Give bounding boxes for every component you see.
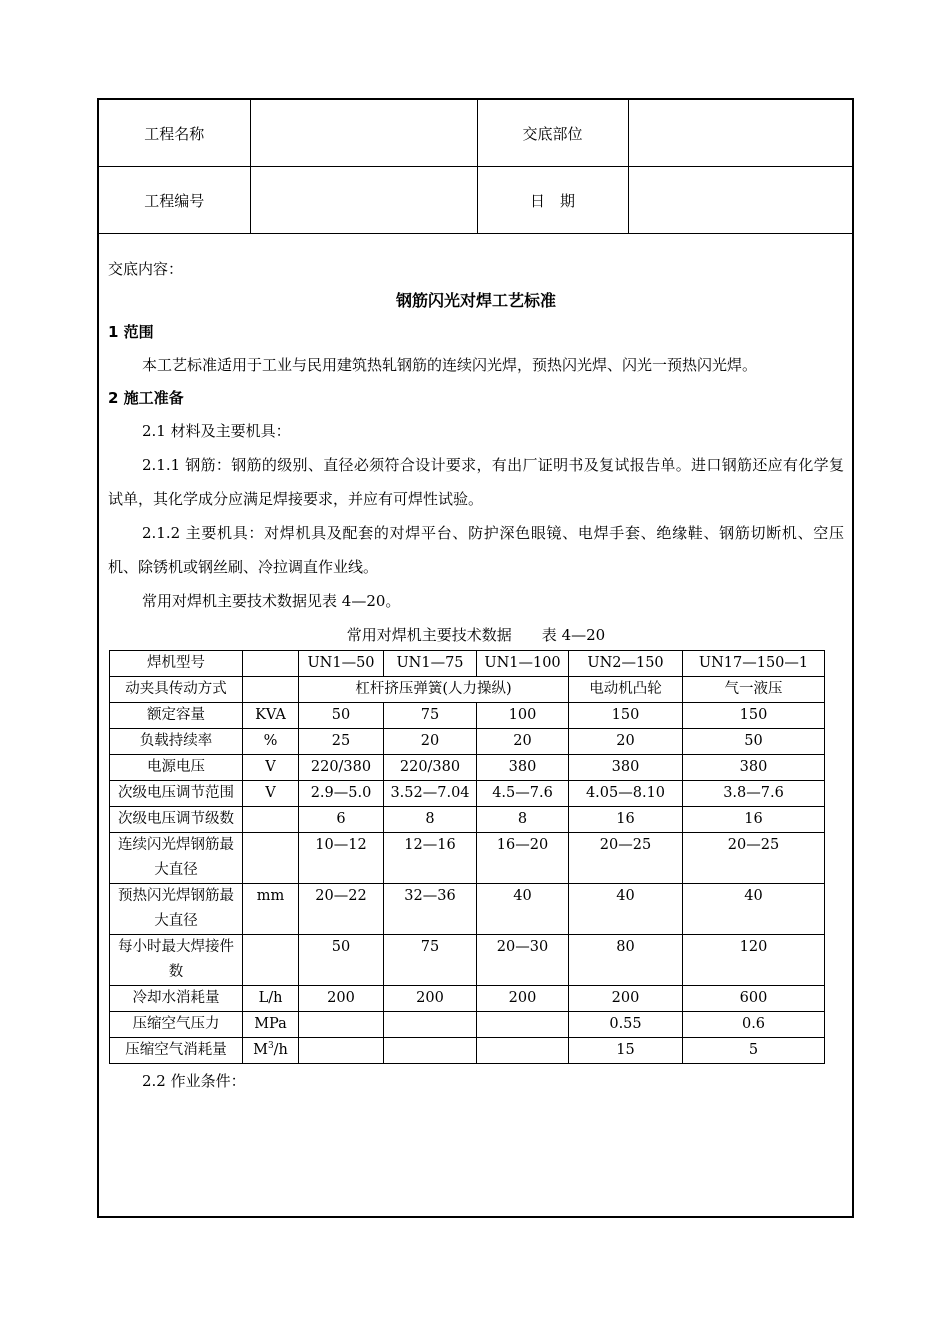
spec-row (110, 986, 825, 1012)
section-1-text: 本工艺标准适用于工业与民用建筑热轧钢筋的连续闪光焊，预热闪光焊、闪光一预热闪光焊。 (142, 356, 758, 374)
spec-cell: 20 (384, 729, 477, 755)
date-value[interactable] (628, 167, 852, 234)
spec-cell: 380 (683, 755, 825, 781)
spec-cell: 380 (569, 755, 683, 781)
spec-cell (299, 1012, 384, 1038)
spec-row-label: 次级电压调节范围 (110, 781, 243, 807)
section-2-1-1: 2.1.1 钢筋：钢筋的级别、直径必须符合设计要求，有出厂证明书及复试报告单。进口钢筋还应有化学复试单，其化学成分应满足焊接要求，并应有可焊性试验。 (108, 456, 844, 508)
spec-cell: 16—20 (477, 833, 569, 884)
section-2-1-2: 2.1.2 主要机具：对焊机具及配套的对焊平台、防护深色眼镜、电焊手套、绝缘鞋、钢筋切断机、空压机、除锈机或钢丝刷、冷拉调直作业线。 (108, 524, 844, 576)
spec-row (110, 703, 825, 729)
handover-content (108, 252, 844, 1098)
spec-cell: 100 (477, 703, 569, 729)
spec-cell: 20—30 (477, 935, 569, 986)
spec-cell: 150 (683, 703, 825, 729)
spec-cell: 600 (683, 986, 825, 1012)
spec-header-cell: UN2—150 (569, 651, 683, 677)
spec-cell: 3.52—7.04 (384, 781, 477, 807)
spec-header-cell (243, 651, 299, 677)
spec-unit-cell: % (243, 729, 299, 755)
project-name-label: 工程名称 (99, 100, 250, 167)
spec-header-cell: UN17—150—1 (683, 651, 825, 677)
spec-cell: 200 (299, 986, 384, 1012)
spec-unit-cell: KVA (243, 703, 299, 729)
date-label: 日 期 (477, 167, 628, 234)
spec-cell: 12—16 (384, 833, 477, 884)
spec-header-cell: UN1—50 (299, 651, 384, 677)
header-table (99, 100, 852, 234)
spec-cell: 40 (683, 884, 825, 935)
document-frame (97, 98, 854, 1218)
spec-header-cell: UN1—75 (384, 651, 477, 677)
spec-cell: 电动机凸轮 (569, 677, 683, 703)
spec-cell: 2.9—5.0 (299, 781, 384, 807)
spec-unit-cell: MPa (243, 1012, 299, 1038)
spec-drive-row (110, 677, 825, 703)
spec-cell: 220/380 (299, 755, 384, 781)
spec-header-cell: UN1—100 (477, 651, 569, 677)
header-row-2 (99, 167, 852, 234)
spec-header-cell: 焊机型号 (110, 651, 243, 677)
spec-row-label: 压缩空气消耗量 (110, 1038, 243, 1064)
spec-unit-cell: V (243, 781, 299, 807)
spec-cell: 380 (477, 755, 569, 781)
spec-cell: 200 (477, 986, 569, 1012)
spec-cell: 25 (299, 729, 384, 755)
spec-row-label: 预热闪光焊钢筋最大直径 (110, 884, 243, 935)
spec-cell (384, 1038, 477, 1064)
section-1-heading: 1 范围 (108, 323, 154, 341)
spec-row (110, 755, 825, 781)
spec-cell: 80 (569, 935, 683, 986)
spec-unit-cell: mm (243, 884, 299, 935)
spec-row-label: 冷却水消耗量 (110, 986, 243, 1012)
spec-cell: 4.5—7.6 (477, 781, 569, 807)
intro-label: 交底内容： (108, 260, 184, 278)
spec-unit-cell (243, 833, 299, 884)
spec-cell: 20—22 (299, 884, 384, 935)
spec-cell: 15 (569, 1038, 683, 1064)
spec-cell: 40 (477, 884, 569, 935)
spec-cell: 50 (299, 935, 384, 986)
spec-row-label: 次级电压调节级数 (110, 807, 243, 833)
spec-cell: 8 (477, 807, 569, 833)
spec-cell: 16 (683, 807, 825, 833)
project-no-label: 工程编号 (99, 167, 250, 234)
spec-cell: 75 (384, 935, 477, 986)
spec-row-label: 每小时最大焊接件数 (110, 935, 243, 986)
spec-row-label: 负载持续率 (110, 729, 243, 755)
unit-base: M (253, 1042, 268, 1058)
spec-unit-cell: V (243, 755, 299, 781)
spec-cell: 3.8—7.6 (683, 781, 825, 807)
section-2-2: 2.2 作业条件： (142, 1072, 246, 1090)
spec-row (110, 1012, 825, 1038)
section-2-heading: 2 施工准备 (108, 389, 184, 407)
spec-cell: 0.6 (683, 1012, 825, 1038)
spec-cell: 10—12 (299, 833, 384, 884)
spec-row-label: 电源电压 (110, 755, 243, 781)
spec-cell: 20 (569, 729, 683, 755)
spec-cell: 150 (569, 703, 683, 729)
spec-cell (477, 1012, 569, 1038)
spec-row-label: 连续闪光焊钢筋最大直径 (110, 833, 243, 884)
project-no-value[interactable] (250, 167, 477, 234)
spec-cell: 200 (569, 986, 683, 1012)
spec-cell: 6 (299, 807, 384, 833)
spec-cell: 20 (477, 729, 569, 755)
table-caption: 常用对焊机主要技术数据 表 4—20 (346, 626, 606, 644)
spec-cell (477, 1038, 569, 1064)
spec-cell (299, 1038, 384, 1064)
spec-row-label: 压缩空气压力 (110, 1012, 243, 1038)
spec-cell: 50 (683, 729, 825, 755)
document-title: 钢筋闪光对焊工艺标准 (395, 291, 556, 310)
spec-header-row (110, 651, 825, 677)
spec-cell: 5 (683, 1038, 825, 1064)
spec-unit-cell (243, 935, 299, 986)
spec-row (110, 729, 825, 755)
spec-last-row (110, 1038, 825, 1064)
spec-unit-cell: L/h (243, 986, 299, 1012)
spec-cell: 32—36 (384, 884, 477, 935)
spec-table (109, 650, 825, 1064)
spec-cell: 8 (384, 807, 477, 833)
spec-row (110, 833, 825, 884)
spec-cell (384, 1012, 477, 1038)
spec-cell: 220/380 (384, 755, 477, 781)
spec-row (110, 884, 825, 935)
spec-cell: 50 (299, 703, 384, 729)
handover-part-label: 交底部位 (477, 100, 628, 167)
spec-cell: 16 (569, 807, 683, 833)
unit-sup: 3 (267, 1041, 274, 1052)
spec-cell: 75 (384, 703, 477, 729)
handover-part-value[interactable] (628, 100, 852, 167)
spec-cell (243, 677, 299, 703)
spec-row-label: 额定容量 (110, 703, 243, 729)
unit-tail: /h (273, 1042, 288, 1058)
spec-unit-cell (243, 1038, 299, 1064)
spec-cell: 气一液压 (683, 677, 825, 703)
spec-cell: 杠杆挤压弹簧(人力操纵) (299, 677, 569, 703)
header-row-1 (99, 100, 852, 167)
spec-cell: 200 (384, 986, 477, 1012)
spec-cell: 20—25 (569, 833, 683, 884)
section-2-1: 2.1 材料及主要机具： (142, 422, 291, 440)
spec-unit-cell (243, 807, 299, 833)
spec-row-label: 动夹具传动方式 (110, 677, 243, 703)
spec-row (110, 935, 825, 986)
project-name-value[interactable] (250, 100, 477, 167)
spec-table-body (110, 703, 825, 1038)
spec-cell: 20—25 (683, 833, 825, 884)
spec-cell: 40 (569, 884, 683, 935)
spec-row (110, 781, 825, 807)
spec-cell: 0.55 (569, 1012, 683, 1038)
spec-cell: 120 (683, 935, 825, 986)
table-reference: 常用对焊机主要技术数据见表 4—20。 (142, 592, 401, 610)
spec-cell: 4.05—8.10 (569, 781, 683, 807)
spec-row (110, 807, 825, 833)
